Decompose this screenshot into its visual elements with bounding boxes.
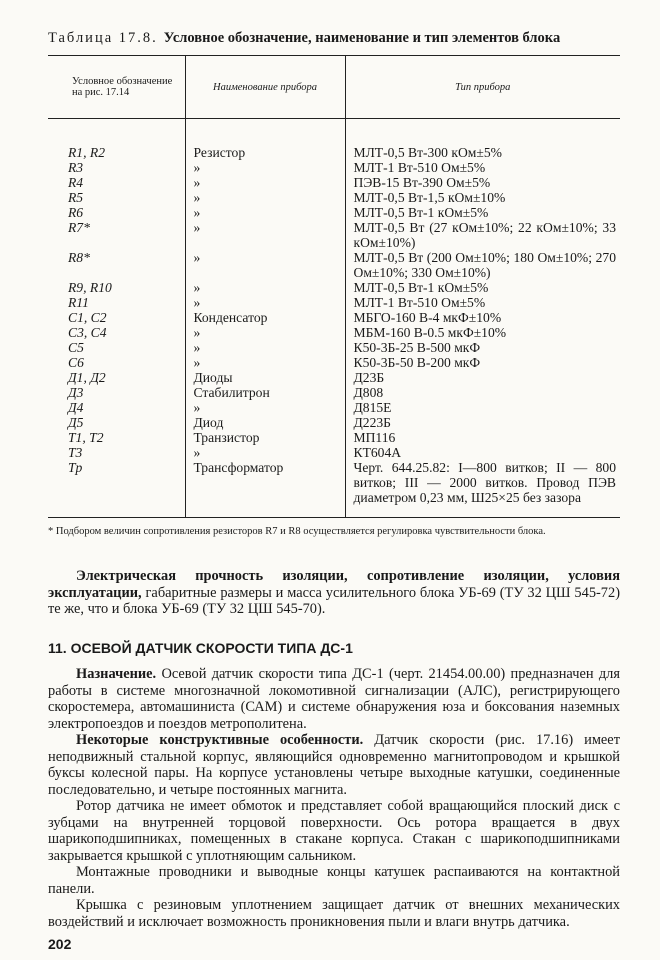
cell-designation: C3, C4 bbox=[68, 325, 107, 340]
cell-name: Стабилитрон bbox=[185, 385, 345, 400]
cell-type: МБМ-160 В-0.5 мкФ±10% bbox=[353, 325, 507, 340]
cell-name: Резистор bbox=[185, 119, 345, 161]
paragraph-insulation-bold: Электрическая прочность изоляции, сопротивление изоляции, условия эксплуатации, bbox=[48, 568, 620, 601]
table-row bbox=[48, 400, 620, 415]
cell-designation: R4 bbox=[68, 175, 84, 190]
cell-designation: T3 bbox=[68, 445, 83, 460]
cell-name: » bbox=[185, 250, 345, 280]
cell-type: К50-3Б-50 В-200 мкФ bbox=[353, 355, 481, 370]
table-row bbox=[48, 280, 620, 295]
table-row bbox=[48, 175, 620, 190]
cell-type: Черт. 644.25.82: I—800 витков; II — 800 витков; III — 2000 витков. Провод ПЭВ диаметром 0,23 мм, Ш25×25 без зазора bbox=[345, 460, 620, 518]
cell-type: МЛТ-0,5 Вт (200 Ом±10%; 180 Ом±10%; 270 Ом±10%; 330 Ом±10%) bbox=[353, 250, 616, 280]
cell-type: Д223Б bbox=[353, 415, 391, 430]
table-row bbox=[48, 430, 620, 445]
cell-designation: C6 bbox=[68, 355, 84, 370]
table-row bbox=[48, 385, 620, 400]
header-name: Наименование прибора bbox=[185, 56, 345, 119]
cell-type: К50-3Б-25 В-500 мкФ bbox=[353, 340, 481, 355]
cell-type: КТ604А bbox=[353, 445, 402, 460]
table-row bbox=[48, 460, 620, 518]
table-caption-title: Условное обозначение, наименование и тип элементов блока bbox=[163, 30, 561, 46]
page-number: 202 bbox=[48, 936, 72, 952]
cell-designation: R9, R10 bbox=[68, 280, 112, 295]
cell-type: МЛТ-0,5 Вт-1,5 кОм±10% bbox=[353, 190, 506, 205]
cell-type: МЛТ-0,5 Вт-1 кОм±5% bbox=[353, 280, 489, 295]
cell-type: МП116 bbox=[353, 430, 396, 445]
table-row bbox=[48, 220, 620, 250]
cell-type: Д808 bbox=[353, 385, 384, 400]
cell-type: МЛТ-1 Вт-510 Ом±5% bbox=[353, 160, 486, 175]
paragraph-purpose-bold: Назначение. bbox=[76, 666, 157, 682]
paragraph-rotor: Ротор датчика не имеет обмоток и представляет собой вращающийся плоский диск с зубцами на внутренней торцовой поверхности. Ось ротора вращается в двух шарикоподшипниках, помещенных в стакане корпуса. Стакан с шарикоподшипниками закрывается крышкой с уплотняющим сальником. bbox=[48, 798, 620, 864]
cell-type: МБГО-160 В-4 мкФ±10% bbox=[353, 310, 502, 325]
paragraph-insulation bbox=[48, 568, 620, 618]
table-row bbox=[48, 325, 620, 340]
paragraph-wiring: Монтажные проводники и выводные концы катушек распаиваются на контактной панели. bbox=[48, 864, 620, 897]
table-body bbox=[48, 119, 620, 518]
table-row bbox=[48, 160, 620, 175]
cell-name: Диод bbox=[185, 415, 345, 430]
table-row bbox=[48, 445, 620, 460]
table-row bbox=[48, 295, 620, 310]
cell-designation: R7* bbox=[68, 220, 90, 235]
cell-name: » bbox=[185, 175, 345, 190]
cell-name: » bbox=[185, 340, 345, 355]
paragraph-insulation-text: габаритные размеры и масса усилительного блока УБ-69 (ТУ 32 ЦШ 545-72) те же, что и блока УБ-69 (ТУ 32 ЦШ 545-70). bbox=[48, 584, 620, 617]
paragraph-cover: Крышка с резиновым уплотнением защищает датчик от внешних механических воздействий и исключает возможность проникновения пыли и влаги внутрь датчика. bbox=[48, 897, 620, 930]
cell-name: » bbox=[185, 190, 345, 205]
table-row bbox=[48, 415, 620, 430]
cell-name: » bbox=[185, 160, 345, 175]
table-row bbox=[48, 190, 620, 205]
cell-designation: R11 bbox=[68, 295, 89, 310]
paragraph-design-bold: Некоторые конструктивные особенности. bbox=[76, 732, 364, 748]
cell-designation: T1, T2 bbox=[68, 430, 104, 445]
table-row bbox=[48, 370, 620, 385]
table-row bbox=[48, 250, 620, 280]
paragraph-design-text: Датчик скорости (рис. 17.16) имеет неподвижный стальной корпус, являющийся одновременно магнитопроводом и крышкой буксы колесной пары. На корпусе установлены четыре выходные катушки, соединенные последовательно, и четыре постоянных магнита. bbox=[48, 732, 620, 798]
table-caption bbox=[48, 30, 620, 47]
table-caption-label: Таблица 17.8. bbox=[48, 30, 158, 46]
cell-name: » bbox=[185, 325, 345, 340]
table-row bbox=[48, 340, 620, 355]
cell-type: ПЭВ-15 Вт-390 Ом±5% bbox=[353, 175, 491, 190]
cell-name: » bbox=[185, 295, 345, 310]
cell-designation: R8* bbox=[68, 250, 90, 265]
table-header-row bbox=[48, 56, 620, 119]
cell-name: » bbox=[185, 205, 345, 220]
cell-type: МЛТ-1 Вт-510 Ом±5% bbox=[353, 295, 486, 310]
cell-name: Конденсатор bbox=[185, 310, 345, 325]
table-row bbox=[48, 119, 620, 161]
paragraph-purpose-text: Осевой датчик скорости типа ДС-1 (черт. 21454.00.00) предназначен для работы в системе многозначной локомотивной сигнализации (АЛС), регистрирующего скоростемера, автомашиниста (САМ) и системе обнаружения юза и боксования наземных электропоездов и поездов метрополитена. bbox=[48, 666, 620, 732]
table-row bbox=[48, 205, 620, 220]
table-row bbox=[48, 310, 620, 325]
section-heading: 11. ОСЕВОЙ ДАТЧИК СКОРОСТИ ТИПА ДС-1 bbox=[48, 639, 353, 656]
cell-name: Диоды bbox=[185, 370, 345, 385]
document-page bbox=[48, 30, 620, 952]
cell-designation: Д1, Д2 bbox=[68, 370, 106, 385]
header-designation: Условное обозначение на рис. 17.14 bbox=[48, 56, 185, 119]
cell-name: » bbox=[185, 400, 345, 415]
cell-type: МЛТ-0,5 Вт-300 кОм±5% bbox=[353, 145, 502, 160]
cell-type: МЛТ-0,5 Вт-1 кОм±5% bbox=[353, 205, 489, 220]
cell-designation: R6 bbox=[68, 205, 84, 220]
cell-designation: R1, R2 bbox=[68, 145, 105, 160]
elements-table bbox=[48, 55, 620, 518]
cell-type: МЛТ-0,5 Вт (27 кОм±10%; 22 кОм±10%; 33 кОм±10%) bbox=[353, 220, 616, 250]
cell-type: Д815Е bbox=[353, 400, 392, 415]
table-footnote: * Подбором величин сопротивления резисторов R7 и R8 осуществляется регулировка чувствительности блока. bbox=[48, 526, 546, 537]
cell-designation: Д3 bbox=[68, 385, 84, 400]
paragraph-purpose bbox=[48, 666, 620, 732]
cell-name: » bbox=[185, 445, 345, 460]
cell-type: Д23Б bbox=[353, 370, 385, 385]
cell-designation: Tp bbox=[48, 460, 185, 518]
table-row bbox=[48, 355, 620, 370]
cell-designation: R5 bbox=[68, 190, 84, 205]
cell-designation: R3 bbox=[68, 160, 84, 175]
cell-name: » bbox=[185, 220, 345, 250]
cell-designation: Д4 bbox=[68, 400, 84, 415]
cell-name: » bbox=[185, 280, 345, 295]
paragraph-design bbox=[48, 732, 620, 798]
cell-designation: C1, C2 bbox=[68, 310, 107, 325]
body-text bbox=[48, 568, 620, 930]
cell-name: Транзистор bbox=[185, 430, 345, 445]
cell-name: Трансформатор bbox=[185, 460, 345, 518]
header-type: Тип прибора bbox=[345, 56, 620, 119]
cell-designation: Д5 bbox=[68, 415, 84, 430]
cell-designation: C5 bbox=[68, 340, 84, 355]
cell-name: » bbox=[185, 355, 345, 370]
